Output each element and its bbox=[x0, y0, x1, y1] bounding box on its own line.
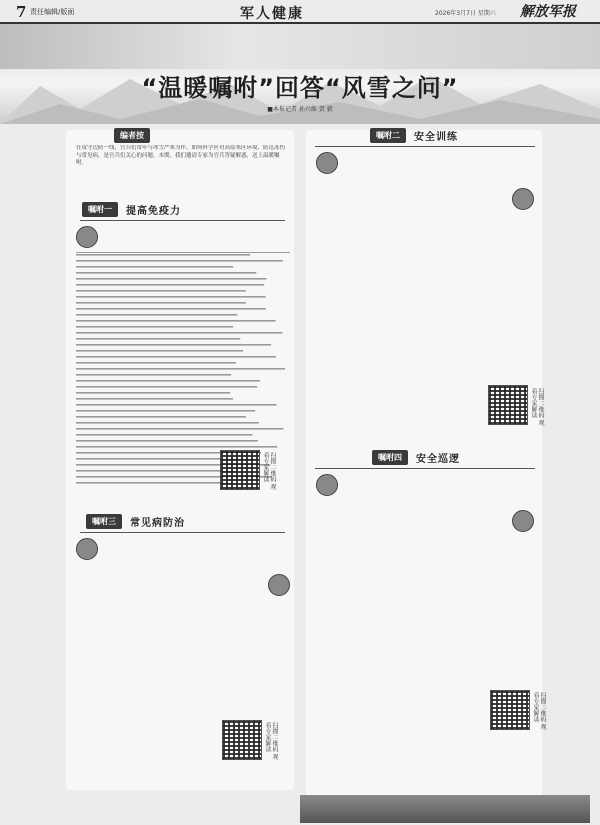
qr-code[interactable] bbox=[490, 690, 530, 730]
text-line bbox=[76, 446, 277, 448]
text-line bbox=[76, 272, 256, 274]
text-line bbox=[76, 410, 255, 412]
text-line bbox=[76, 434, 252, 436]
text-line bbox=[76, 380, 260, 382]
qr-code[interactable] bbox=[222, 720, 262, 760]
expert-avatar bbox=[512, 510, 534, 532]
text-line bbox=[76, 404, 277, 406]
expert-avatar bbox=[512, 188, 534, 210]
text-line bbox=[76, 470, 237, 472]
text-line bbox=[76, 314, 237, 316]
section-4-tag: 嘱咐四 bbox=[372, 450, 408, 465]
section-3-head bbox=[86, 512, 185, 530]
qr-code[interactable] bbox=[220, 450, 260, 490]
section-2-rule bbox=[315, 146, 535, 147]
text-line bbox=[76, 392, 230, 394]
text-line bbox=[76, 320, 276, 322]
text-line bbox=[76, 362, 236, 364]
section-3-tag: 嘱咐三 bbox=[86, 514, 122, 529]
text-line bbox=[76, 338, 240, 340]
expert-avatar bbox=[316, 474, 338, 496]
qr-caption: 扫描二维码 观看专家解读 bbox=[532, 692, 546, 730]
section-4-head bbox=[372, 448, 460, 466]
qr-code[interactable] bbox=[488, 385, 528, 425]
section-3-rule bbox=[80, 532, 285, 533]
text-line bbox=[76, 344, 271, 346]
section-1-head bbox=[82, 200, 181, 218]
section-1-rule bbox=[80, 220, 285, 221]
text-line bbox=[76, 290, 246, 292]
section-2-title: 安全训练 bbox=[414, 131, 458, 143]
text-line bbox=[76, 428, 283, 430]
issue-date: 2026年3月7日 星期六 bbox=[435, 10, 496, 17]
text-line bbox=[76, 368, 285, 370]
text-line bbox=[76, 332, 282, 334]
text-line bbox=[76, 422, 259, 424]
hero-banner bbox=[0, 24, 600, 124]
page-number: 7 bbox=[16, 3, 27, 21]
section-2-head bbox=[370, 126, 458, 144]
expert-avatar bbox=[268, 574, 290, 596]
bottom-photo bbox=[300, 795, 590, 823]
qr-caption: 扫描二维码 观看专家解读 bbox=[264, 722, 278, 760]
text-line bbox=[76, 278, 266, 280]
expert-avatar bbox=[76, 538, 98, 560]
qr-caption: 扫描二维码 观看专家解读 bbox=[530, 388, 544, 426]
section-4-title: 安全巡逻 bbox=[416, 453, 460, 465]
text-line bbox=[76, 440, 258, 442]
text-line bbox=[76, 416, 246, 418]
text-line bbox=[76, 254, 250, 256]
editor-note-tag: 编者按 bbox=[114, 128, 150, 143]
text-line bbox=[76, 398, 233, 400]
expert-avatar bbox=[316, 152, 338, 174]
text-line bbox=[76, 260, 283, 262]
text-line bbox=[76, 356, 276, 358]
page-header bbox=[0, 0, 600, 24]
text-line bbox=[76, 296, 266, 298]
text-line bbox=[76, 284, 264, 286]
text-line bbox=[76, 308, 266, 310]
text-line bbox=[76, 386, 257, 388]
text-line bbox=[76, 326, 233, 328]
masthead-logo: 解放军报 bbox=[520, 4, 576, 20]
text-line bbox=[76, 302, 246, 304]
page-category: 责任编辑/版面 bbox=[30, 8, 75, 16]
text-line bbox=[76, 266, 233, 268]
section-title: 军人健康 bbox=[240, 6, 304, 22]
expert-avatar bbox=[76, 226, 98, 248]
section-1-title: 提高免疫力 bbox=[126, 205, 181, 217]
hero-sky bbox=[0, 24, 600, 69]
section-2-tag: 嘱咐二 bbox=[370, 128, 406, 143]
qr-caption: 扫描二维码 观看专家解读 bbox=[262, 452, 276, 490]
section-4-rule bbox=[315, 468, 535, 469]
section-3-title: 常见病防治 bbox=[130, 517, 185, 529]
feature-headline: “温暖嘱咐”回答“风雪之问” bbox=[141, 74, 459, 102]
text-line bbox=[76, 374, 231, 376]
text-line bbox=[76, 350, 243, 352]
section-1-tag: 嘱咐一 bbox=[82, 202, 118, 217]
feature-byline: ■本报记者 孙兴维 贺 毅 bbox=[267, 106, 333, 113]
editor-note-text: 在戍守边防一线，官兵们常年与冰雪严寒为伴。如何科学应对高原寒区环境、防范冻伤与常见病，是官兵们关心的问题。本期，我们邀请专家为官兵答疑解惑，送上温暖嘱咐。 bbox=[76, 145, 286, 166]
text-line bbox=[76, 482, 232, 484]
